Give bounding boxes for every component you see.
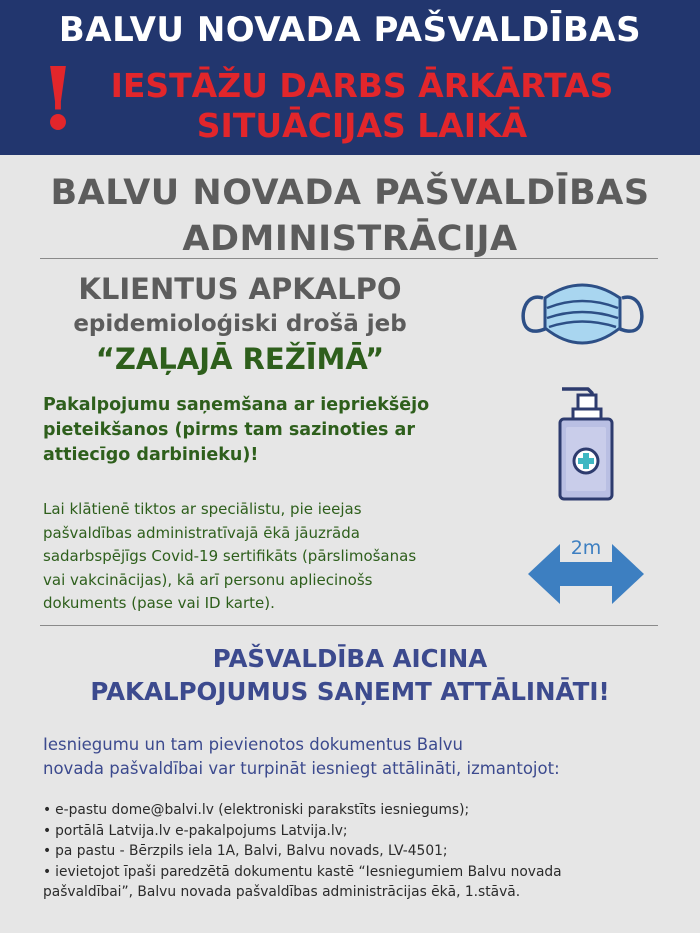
bullet: •	[43, 822, 52, 839]
appointment-notice-line2: pieteikšanos (pirms tam sazinoties ar	[43, 420, 415, 440]
exclamation-icon: !	[39, 49, 77, 150]
list-item	[43, 862, 683, 883]
bullet: •	[43, 863, 52, 880]
clients-heading: KLIENTUS APKALPO	[78, 272, 402, 306]
distance-label: 2m	[570, 537, 602, 559]
remote-services-heading-line1: PAŠVALDĪBA AICINA	[212, 644, 488, 673]
top-banner	[0, 0, 700, 155]
certificate-notice-line3: sadarbspējīgs Covid-19 sertifikāts (pārslimošanas	[43, 547, 417, 565]
banner-subtitle-line1: IESTĀŽU DARBS ĀRKĀRTAS	[110, 66, 614, 105]
list-item-continuation	[43, 882, 683, 903]
banner-subtitle-line2: SITUĀCIJAS LAIKĀ	[196, 106, 528, 145]
divider	[40, 258, 658, 259]
hand-sanitizer-icon	[548, 383, 620, 505]
list-item-text: portālā Latvija.lv e-pakalpojums Latvija.lv;	[55, 822, 348, 839]
green-mode-heading: “ZAĻAJĀ REŽĪMĀ”	[95, 342, 385, 376]
list-item-text: e-pastu dome@balvi.lv (elektroniski parakstīts iesniegums);	[55, 802, 470, 818]
list-item	[43, 821, 683, 842]
list-item-text: ievietojot īpaši paredzētā dokumentu kastē “Iesniegumiem Balvu novada	[55, 863, 562, 880]
remote-services-intro-line2: novada pašvaldībai var turpināt iesniegt attālināti, izmantojot:	[43, 759, 560, 778]
clients-subheading: epidemioloģiski drošā jeb	[73, 311, 407, 337]
certificate-notice-line4: vai vakcinācijas), kā arī personu apliecinošs	[43, 570, 373, 589]
bullet: •	[43, 843, 52, 859]
certificate-notice-line1: Lai klātienē tiktos ar speciālistu, pie ieejas	[43, 500, 362, 518]
certificate-notice	[43, 498, 523, 616]
list-item	[43, 800, 683, 821]
remote-services-intro-line1: Iesniegumu un tam pievienotos dokumentus Balvu	[43, 735, 464, 754]
distance-arrow-icon	[526, 534, 646, 606]
face-mask-icon	[515, 270, 650, 360]
list-item-text: pa pastu - Bērzpils iela 1A, Balvi, Balvu novads, LV-4501;	[55, 843, 448, 859]
administration-heading-line2: ADMINISTRĀCIJA	[182, 219, 518, 259]
certificate-notice-line2: pašvaldības administratīvajā ēkā jāuzrāda	[43, 523, 360, 542]
administration-heading-line1: BALVU NOVADA PAŠVALDĪBAS	[50, 173, 650, 213]
divider	[40, 625, 658, 626]
appointment-notice	[43, 393, 523, 468]
list-item-text: pašvaldībai”, Balvu novada pašvaldības administrācijas ēkā, 1.stāvā.	[43, 884, 521, 900]
banner-subtitle	[82, 66, 642, 146]
banner-title: BALVU NOVADA PAŠVALDĪBAS	[58, 10, 642, 50]
remote-services-heading	[0, 642, 700, 708]
list-item	[43, 841, 683, 862]
remote-services-intro	[43, 733, 673, 781]
appointment-notice-line3: attiecīgo darbinieku)!	[43, 445, 259, 465]
submission-methods-list	[43, 800, 683, 903]
bullet: •	[43, 802, 52, 818]
certificate-notice-line5: dokuments (pase vai ID karte).	[43, 594, 275, 612]
appointment-notice-line1: Pakalpojumu saņemšana ar iepriekšējo	[43, 395, 430, 415]
administration-heading	[0, 170, 700, 262]
remote-services-heading-line2: PAKALPOJUMUS SAŅEMT ATTĀLINĀTI!	[90, 677, 610, 706]
